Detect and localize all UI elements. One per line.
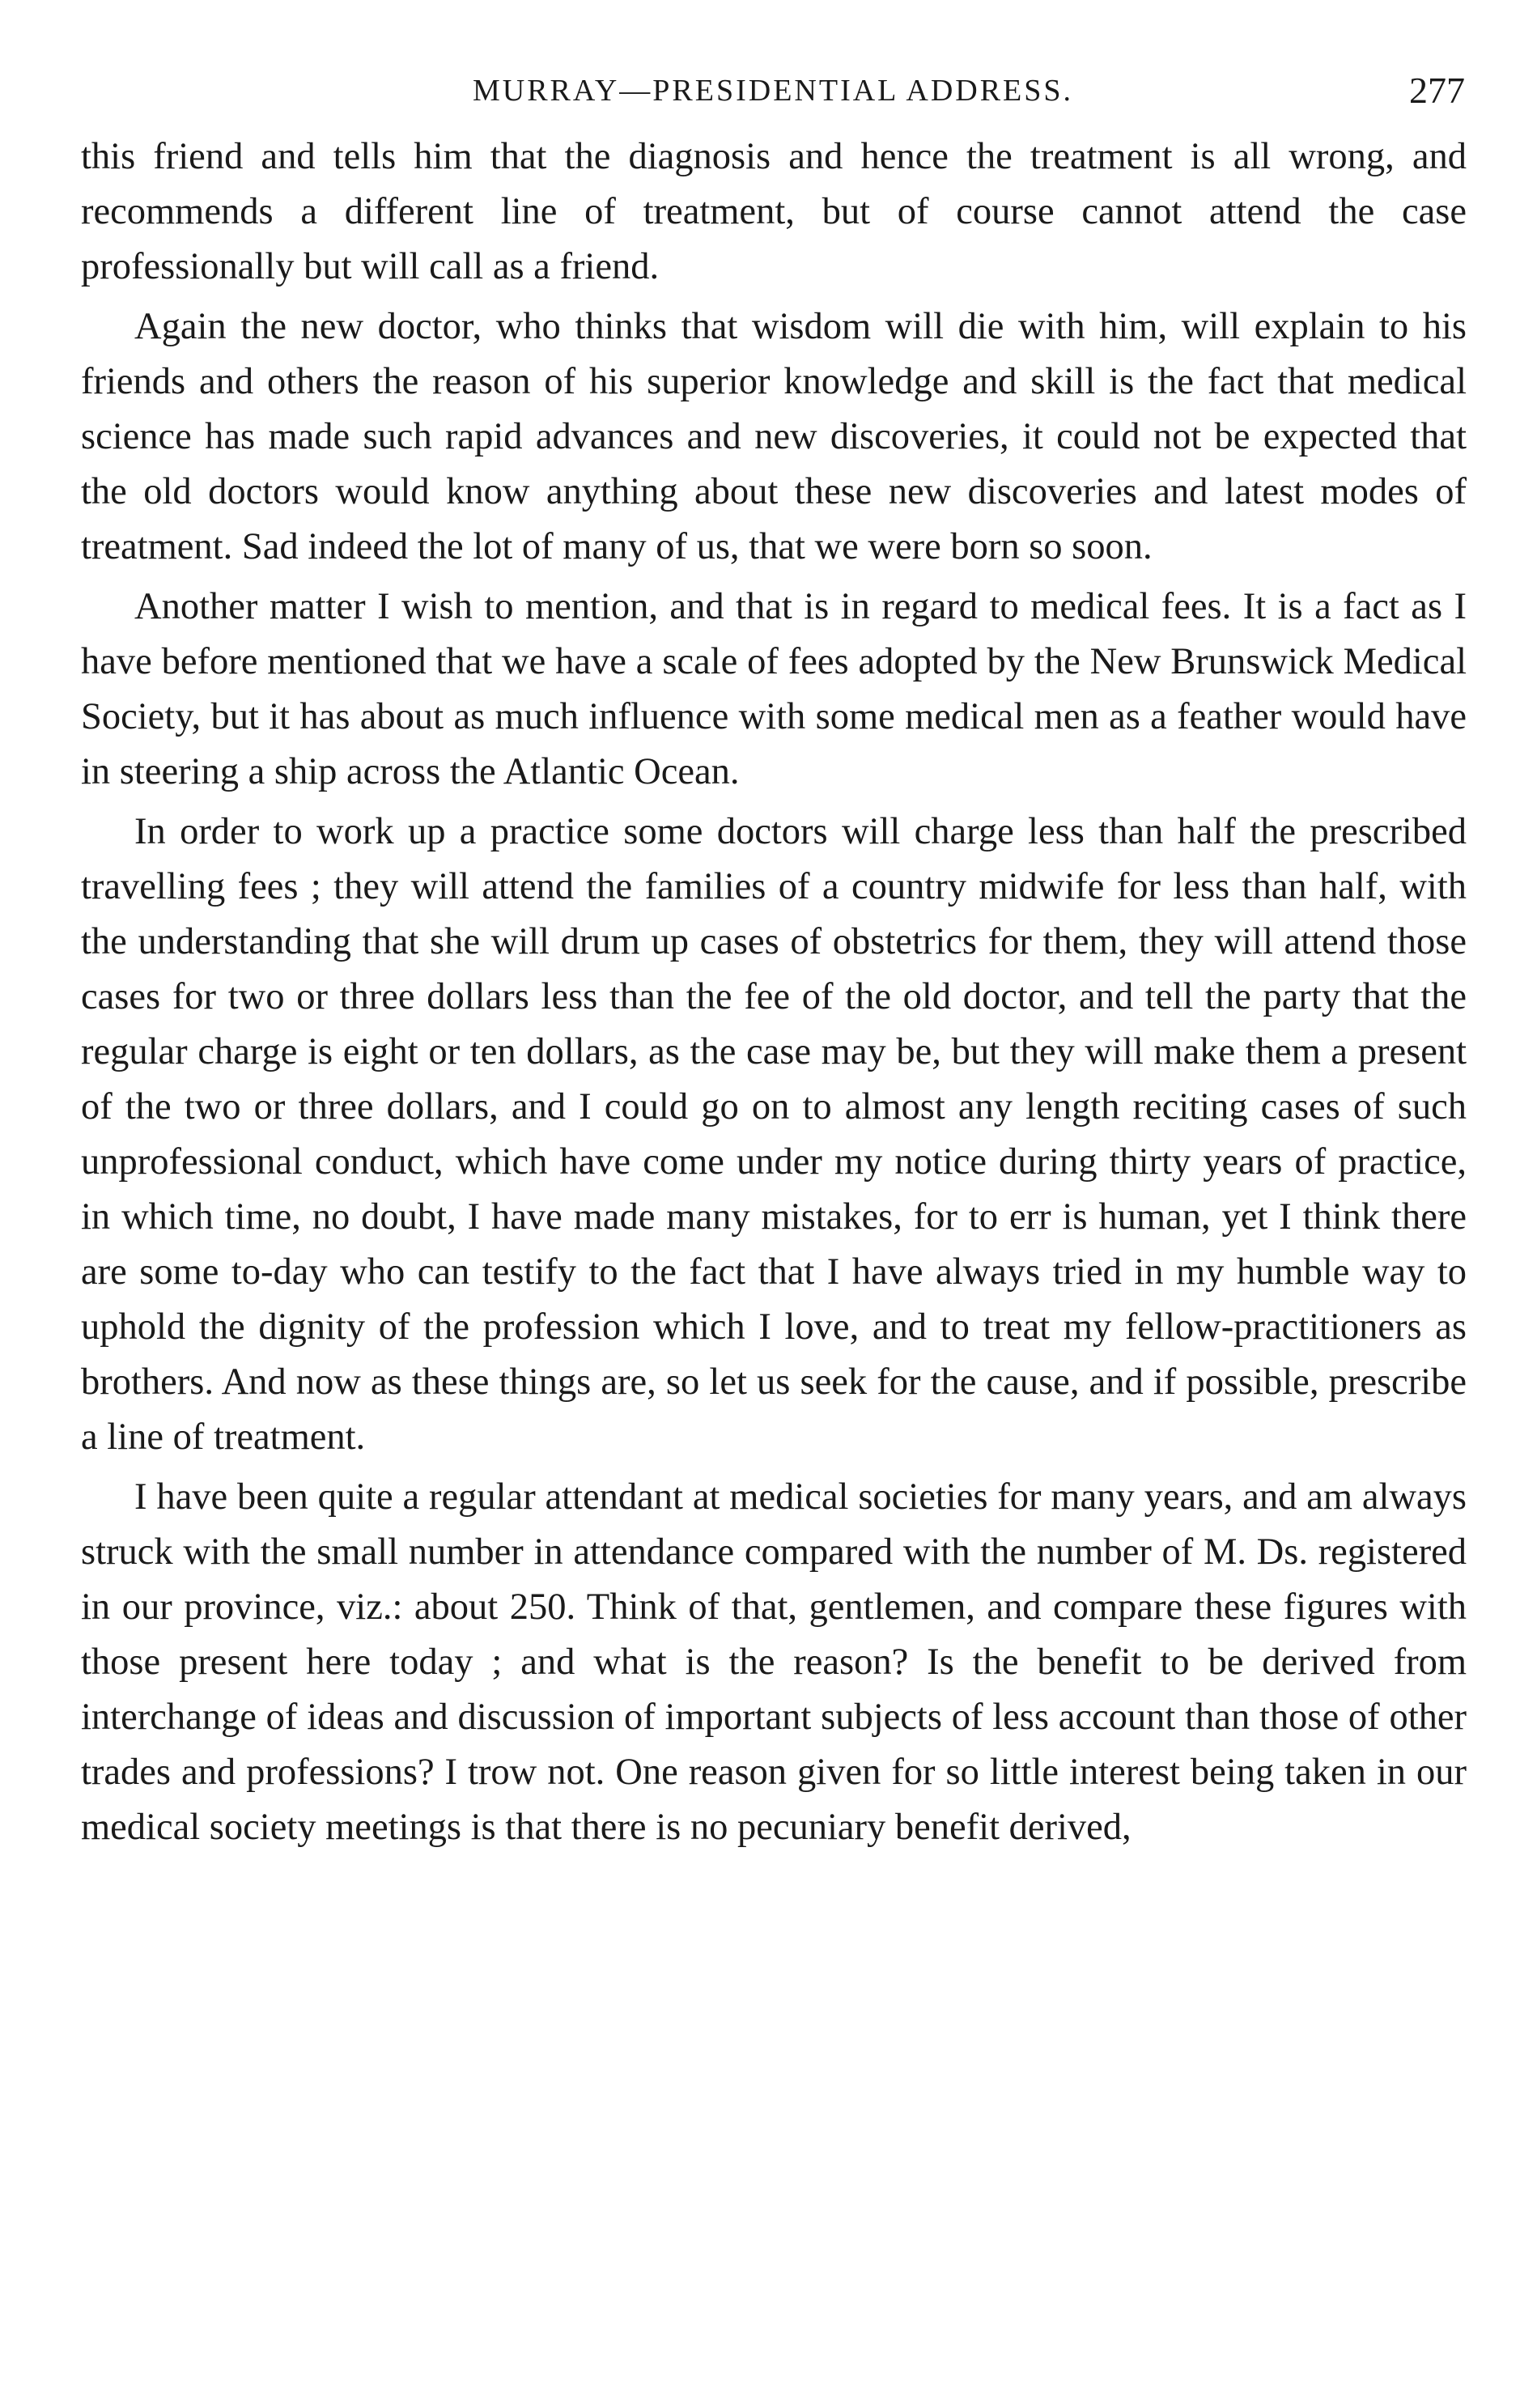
page-number: 277 — [1409, 70, 1465, 111]
paragraph-work-up-practice: In order to work up a practice some doctors will charge less than half the prescribed travelling fees ; they will attend the families of a country midwife for less than half, with the understanding that she will drum up cases of obstetrics for them, they will attend those cases for two or three dollars less than the fee of the old doctor, and tell the party that the regular charge is eight or ten dollars, as the case may be, but they will make them a present of the two or three dollars, and I could go on to almost any length reciting cases of such unprofessional conduct, which have come under my notice during thirty years of practice, in which time, no doubt, I have made many mistakes, for to err is human, yet I think there are some to-day who can testify to the fact that I have always tried in my humble way to uphold the dignity of the profession which I love, and to treat my fellow-practitioners as brothers. And now as these things are, so let us seek for the cause, and if possible, prescribe a line of treatment. — [81, 811, 1467, 1458]
paragraph-medical-societies: I have been quite a regular attendant at medical societies for many years, and am always struck with the small number in attendance compared with the number of M. Ds. registered in our province, viz.: about 250. Think of that, gentlemen, and compare these figures with those present here today ; and what is the reason? Is the benefit to be derived from interchange of ideas and discussion of important subjects of less account than those of other trades and professions? I trow not. One reason given for so little interest being taken in our medical society meetings is that there is no pecuniary benefit derived, — [81, 1476, 1467, 1848]
paragraph-medical-fees: Another matter I wish to mention, and that is in regard to medical fees. It is a fact as I have before mentioned that we have a scale of fees adopted by the New Brunswick Medical Society, but it has about as much influence with some medical men as a feather would have in steering a ship across the Atlantic Ocean. — [81, 586, 1467, 792]
paragraph-continued: this friend and tells him that the diagnosis and hence the treatment is all wrong, and recommends a different line of treatment, but of course cannot attend the case professionally but will call as a friend. — [81, 136, 1467, 287]
running-head — [81, 66, 1465, 115]
paragraph-new-doctor: Again the new doctor, who thinks that wisdom will die with him, will explain to his friends and others the reason of his superior knowledge and skill is the fact that medical science has made such rapid advances and new discoveries, it could not be expected that the old doctors would know anything about these new discoveries and latest modes of treatment. Sad indeed the lot of many of us, that we were born so soon. — [81, 306, 1467, 567]
body-text — [81, 130, 1467, 1860]
running-title: MURRAY—PRESIDENTIAL ADDRESS. — [472, 74, 1074, 108]
